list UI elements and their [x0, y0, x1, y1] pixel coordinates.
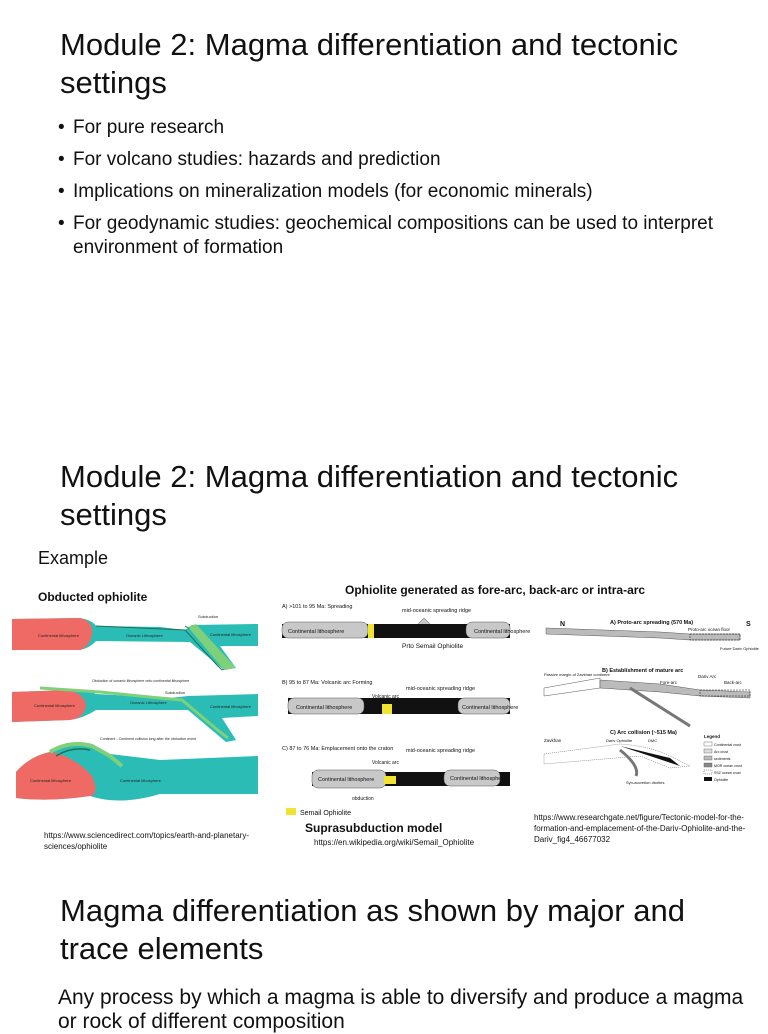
oceanic-lithosphere-label: Oceanic Lithosphere: [130, 700, 167, 705]
wikipedia-source-link[interactable]: https://en.wikipedia.org/wiki/Semail_Ophiolite: [314, 838, 475, 847]
obducted-ophiolite-heading: Obducted ophiolite: [38, 590, 148, 604]
panel-a-caption: A) Proto-arc spreading (570 Ma): [610, 620, 694, 626]
bullet-item: • For volcano studies: hazards and prediction: [58, 148, 748, 172]
legend-item: SSZ ocean crust: [714, 771, 741, 775]
collision-caption: Continent - Continent collision long after the obduction event: [100, 737, 197, 741]
oceanic-lithosphere-label: Oceanic Lithosphere: [126, 633, 163, 638]
slide-2: [0, 440, 768, 870]
slide-3-title: Magma differentiation as shown by major and trace elements: [60, 893, 685, 966]
dmc-label: DMC: [648, 738, 658, 743]
south-label: S: [746, 621, 751, 628]
back-arc-label: Back-arc: [724, 680, 742, 685]
legend-item: Continental crust: [714, 743, 741, 747]
continental-label: Continental lithosphere: [288, 629, 345, 635]
fore-arc-label: Fore-arc: [660, 680, 678, 685]
obducted-ophiolite-diagram: [10, 606, 268, 806]
legend-label: Semail Ophiolite: [300, 810, 351, 817]
example-label: Example: [38, 548, 109, 568]
panel-a-caption: A) >101 to 95 Ma: Spreading: [282, 604, 353, 610]
sciencedirect-source-link[interactable]: https://www.sciencedirect.com/topics/earth-and-planetary-sciences/ophiolite: [44, 831, 249, 851]
legend-title: Legend: [704, 734, 721, 739]
subduction-label: Subduction: [165, 690, 186, 695]
zavkhan-label: Zavkhan: [544, 738, 562, 743]
bullet-item: • Implications on mineralization models (for economic minerals): [58, 180, 748, 204]
continental-label: Continental lithosphere: [296, 705, 353, 711]
continental-label: Continental lithosphere: [474, 629, 531, 635]
bullet-item: • For pure research: [58, 116, 748, 140]
dariv-ophiolite-label: Dariv Ophiolite: [606, 738, 633, 743]
ridge-label: mid-oceanic spreading ridge: [402, 608, 472, 614]
panel-c-caption: C) 87 to 76 Ma: Emplacement onto the craton: [282, 746, 394, 752]
continental-lithosphere-label: Continental lithosphere: [210, 632, 251, 637]
obduction-caption: Obduction of oceanic lithosphere onto continental lithosphere: [92, 679, 190, 683]
dariv-ophiolite-diagram: [540, 616, 764, 806]
slide-1-bullet-list: [58, 116, 748, 268]
bullet-item: • For geodynamic studies: geochemical compositions can be used to interpret environment of formation: [58, 212, 748, 260]
continental-lithosphere-label: Continental lithosphere: [210, 704, 251, 709]
continental-label: Continental lithosphere: [450, 776, 507, 782]
semail-ophiolite-diagram: [278, 600, 531, 820]
syn-accretion-label: Syn-accretion diorites: [626, 780, 665, 785]
subduction-label: Subduction: [198, 614, 219, 619]
ridge-label: mid-oceanic spreading ridge: [406, 686, 476, 692]
future-dariv-label: Future Dariv Ophiolite: [720, 646, 759, 651]
researchgate-source-link[interactable]: https://www.researchgate.net/figure/Tectonic-model-for-the-formation-and-emplacement-of-the-Dariv-Ophiolite-and-the-Dariv_fig4_46677032: [534, 813, 746, 844]
ophiolite-types-heading: Ophiolite generated as fore-arc, back-arc or intra-arc: [345, 583, 646, 597]
continental-lithosphere-label: Continental lithosphere: [38, 633, 79, 638]
continental-label: Continental lithosphere: [462, 705, 519, 711]
passive-margin-label: Passive margin of Zavkhan continent: [544, 672, 610, 677]
continental-label: Continental lithosphere: [318, 777, 375, 783]
continental-lithosphere-label: Continental lithosphere: [30, 778, 71, 783]
legend-item: Arc crust: [714, 750, 729, 754]
legend-item: Ophiolite: [714, 778, 729, 782]
panel-b-caption: B) 95 to 87 Ma: Volcanic arc Forming: [282, 680, 373, 686]
suprasubduction-model-label: Suprasubduction model: [305, 821, 443, 835]
continental-lithosphere-label: Continental lithosphere: [120, 778, 161, 783]
legend-item: MOR ocean crust: [714, 764, 742, 768]
continental-lithosphere-label: Continental lithosphere: [34, 703, 75, 708]
ridge-label: mid-oceanic spreading ridge: [406, 748, 476, 754]
slide-3-body: Any process by which a magma is able to diversify and produce a magma or rock of different composition: [58, 986, 744, 1033]
proto-ophiolite-label: Prto Semail Ophiolite: [402, 643, 464, 650]
slide-1: [0, 0, 768, 420]
slide-1-title: Module 2: Magma differentiation and tectonic settings: [60, 27, 679, 100]
slide-3: [0, 880, 768, 1033]
panel-c-caption: C) Arc collision (~515 Ma): [610, 730, 677, 736]
north-label: N: [560, 621, 566, 628]
panel-b-caption: B) Establishment of mature arc: [602, 668, 684, 674]
volcanic-arc-label: Volcanic arc: [372, 694, 399, 700]
obduction-label: obduction: [352, 796, 374, 802]
dariv-arc-label: Dariv Arc: [698, 674, 717, 679]
volcanic-arc-label: Volcanic arc: [372, 760, 399, 766]
legend-item: sediments: [714, 757, 731, 761]
slide-2-title: Module 2: Magma differentiation and tectonic settings: [60, 459, 679, 532]
proto-floor-label: Proto-arc ocean floor: [688, 627, 731, 632]
